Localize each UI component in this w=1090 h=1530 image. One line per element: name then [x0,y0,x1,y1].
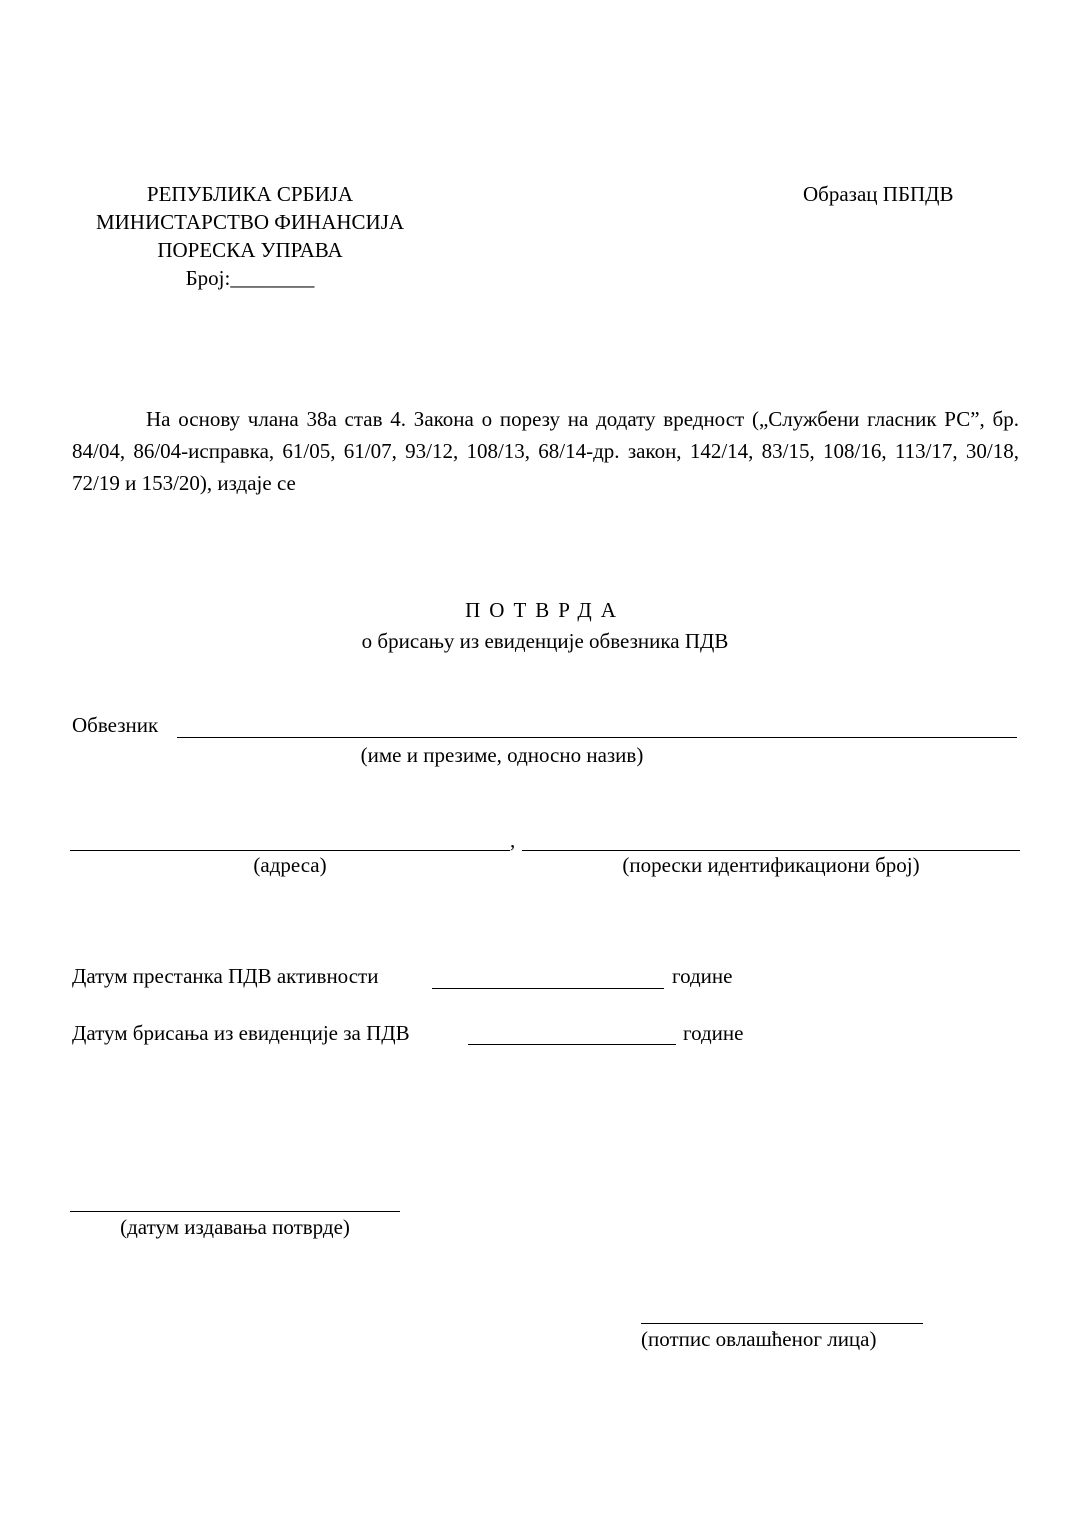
document-title: ПОТВРДА [465,598,625,622]
ministry-name: МИНИСТАРСТВО ФИНАНСИЈА [95,210,405,234]
taxpayer-name-field[interactable] [177,737,1017,738]
tin-field[interactable] [522,850,1020,851]
deregistration-date-suffix: године [683,1021,744,1045]
tin-caption: (порески идентификациони број) [622,853,920,877]
document-number-label: Број:________ [185,266,315,290]
issuer-header [60,180,440,292]
end-date-suffix: године [672,964,733,988]
republic-name: РЕПУБЛИКА СРБИЈА [146,182,354,206]
taxpayer-caption: (име и презиме, односно назив) [360,743,644,767]
deregistration-date-label: Датум брисања из евиденције за ПДВ [72,1021,410,1045]
address-caption: (адреса) [253,853,327,877]
legal-basis-paragraph: На основу члана 38а став 4. Закона о порезу на додату вредност („Службени гласник РС”, бр. 84/04, 86/04-исправка, 61/05, 61/07, 93/12, 108/13, 68/14-др. закон, 142/14, 83/15, 108/16, 113/17, 30/18, 72/19 и 153/20), издаје се [72,407,1019,495]
administration-name: ПОРЕСКА УПРАВА [157,238,343,262]
form-code: Образац ПБПДВ [803,182,954,206]
issue-date-field[interactable] [70,1211,400,1212]
taxpayer-label: Обвезник [72,713,159,737]
signature-caption: (потпис овлашћеног лица) [641,1327,877,1351]
address-field[interactable] [70,850,510,851]
comma-separator: , [510,828,516,852]
signature-field[interactable] [641,1323,923,1324]
issue-date-caption: (датум издавања потврде) [120,1215,350,1239]
deregistration-date-field[interactable] [468,1044,676,1045]
end-date-label: Датум престанка ПДВ активности [72,964,379,988]
end-date-field[interactable] [432,988,664,989]
document-subtitle: о брисању из евиденције обвезника ПДВ [361,629,729,653]
